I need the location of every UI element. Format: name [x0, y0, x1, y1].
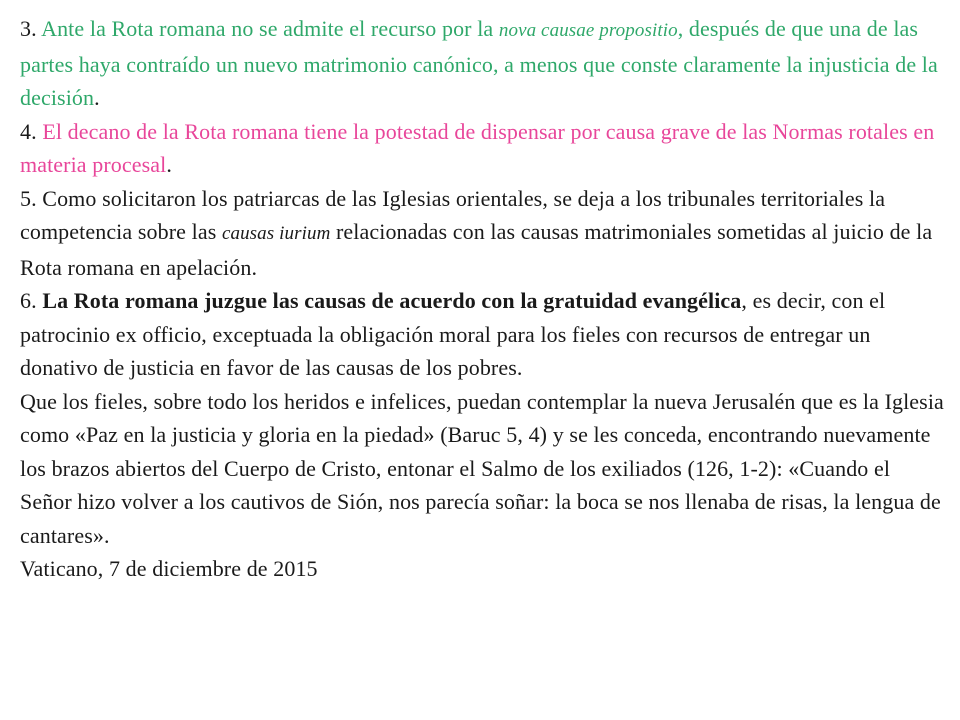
item-5-text-b: relacionadas con las causas matrimoniales sometidas al juicio de la Rota romana en apelación. [20, 219, 933, 280]
item-3-text-b: , después de que una de las partes haya contraído un nuevo matrimonio canónico, a menos que conste claramente la injusticia de la decisión [20, 16, 938, 110]
document-body [20, 12, 945, 586]
signature-line: Vaticano, 7 de diciembre de 2015 [20, 556, 318, 581]
item-6-bold: La Rota romana juzgue las causas de acuerdo con la gratuidad evangélica [42, 288, 742, 313]
item-5-text-a: 5. Como solicitaron los patriarcas de las Iglesias orientales, se deja a los tribunales territoriales la competencia sobre las [20, 185, 886, 244]
item-4-number: 4. [20, 118, 43, 144]
item-6-text: , es decir, con el patrocinio ex officio, exceptuada la obligación moral para los fieles con recursos de entregar un donativo de justicia en favor de las causas de los pobres. [20, 288, 886, 380]
item-3-end: . [94, 85, 100, 110]
item-3-number: 3. [20, 16, 42, 41]
item-5 [20, 182, 945, 285]
closing-paragraph: Que los fieles, sobre todo los heridos e infelices, puedan contemplar la nueva Jerusalén que es la Iglesia como «Paz en la justicia y gloria en la piedad» (Baruc 5, 4) y se les conceda, encontrando nuevamente los brazos abiertos del Cuerpo de Cristo, entonar el Salmo de los exiliados (126, 1-2): «Cuando el Señor hizo volver a los cautivos de Sión, nos parecía soñar: la boca se nos llenaba de risas, la lengua de cantares». [20, 388, 944, 548]
item-3 [20, 12, 945, 115]
item-4 [20, 115, 945, 182]
item-6 [20, 284, 945, 385]
item-5-italic: causas iurium [221, 223, 331, 244]
item-4-end: . [166, 152, 172, 177]
item-3-text-a: Ante la Rota romana no se admite el recurso por la [41, 16, 499, 41]
item-6-number: 6. [20, 288, 43, 313]
item-4-text: El decano de la Rota romana tiene la potestad de dispensar por causa grave de las Normas rotales en materia procesal [20, 118, 935, 177]
item-3-italic: nova causae propositio [498, 20, 678, 41]
